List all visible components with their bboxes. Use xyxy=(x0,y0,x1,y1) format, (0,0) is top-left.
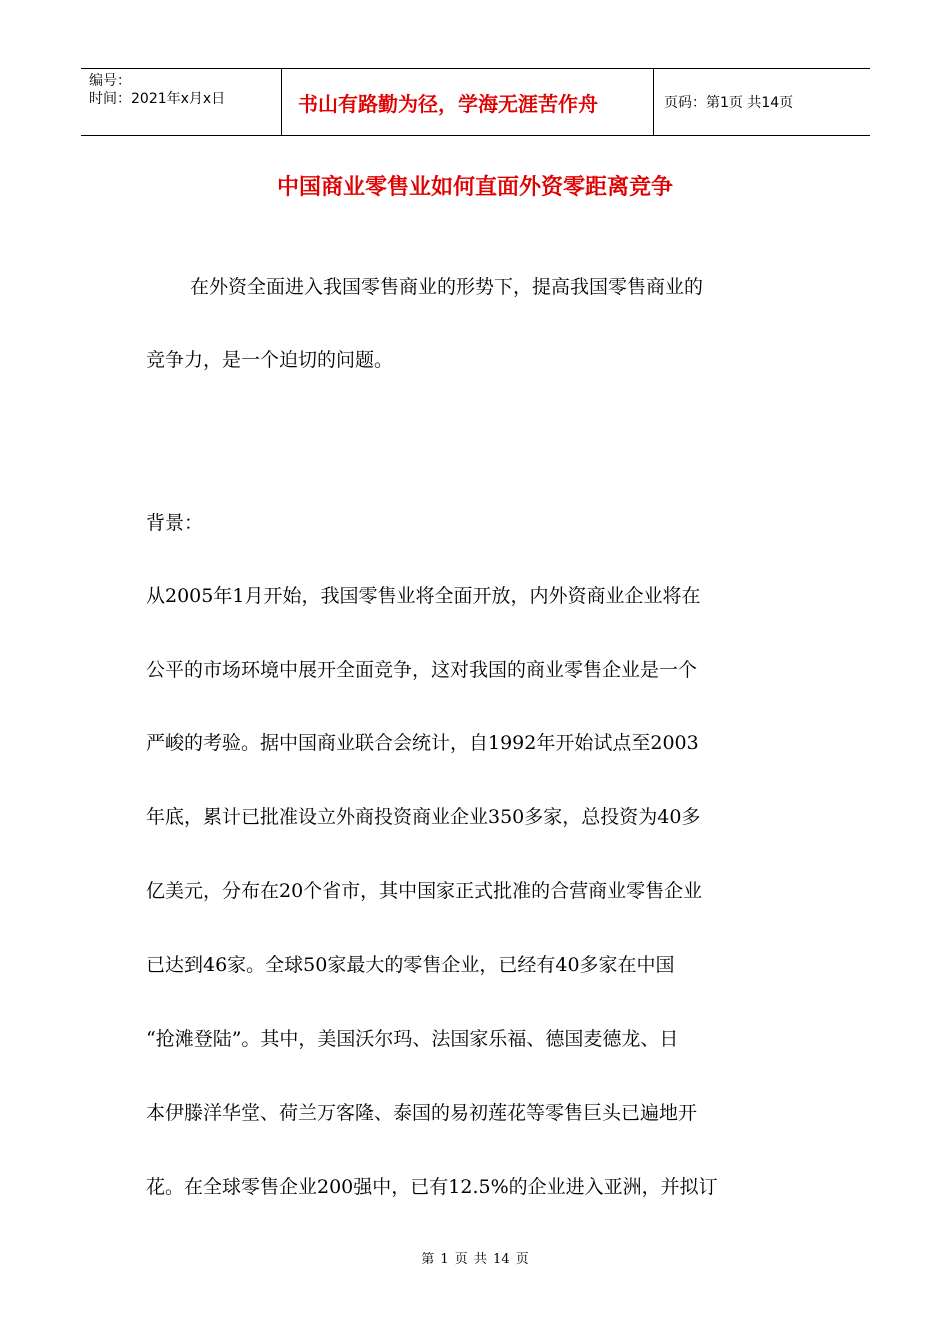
body-line: 花。在全球零售企业200强中，已有12.5%的企业进入亚洲，并拟订 xyxy=(146,1176,718,1198)
document-number-label: 编号： xyxy=(89,73,131,89)
header-page-cell xyxy=(654,69,870,135)
intro-line: 竞争力，是一个迫切的问题。 xyxy=(146,349,394,371)
header-motto: 书山有路勤为径，学海无涯苦作舟 xyxy=(298,91,598,116)
body-line: 年底，累计已批准设立外商投资商业企业350多家，总投资为40多 xyxy=(146,806,701,828)
body-line: 严峻的考验。据中国商业联合会统计，自1992年开始试点至2003 xyxy=(146,732,699,754)
header-motto-cell xyxy=(282,69,654,135)
document-header xyxy=(81,68,870,136)
body-line: 已达到46家。全球50家最大的零售企业，已经有40多家在中国 xyxy=(146,954,675,976)
intro-line: 在外资全面进入我国零售商业的形势下，提高我国零售商业的 xyxy=(190,276,704,298)
document-title: 中国商业零售业如何直面外资零距离竞争 xyxy=(276,175,673,200)
page-footer: 第 1 页 共 14 页 xyxy=(421,1252,529,1267)
body-line: 亿美元，分布在20个省市，其中国家正式批准的合营商业零售企业 xyxy=(146,880,703,902)
background-heading: 背景： xyxy=(146,512,204,534)
header-meta-cell xyxy=(81,69,282,135)
body-line: “抢滩登陆”。其中，美国沃尔玛、法国家乐福、德国麦德龙、日 xyxy=(146,1028,679,1050)
body-line: 本伊滕洋华堂、荷兰万客隆、泰国的易初莲花等零售巨头已遍地开 xyxy=(146,1102,698,1124)
body-line: 从2005年1月开始，我国零售业将全面开放，内外资商业企业将在 xyxy=(146,585,701,607)
body-line: 公平的市场环境中展开全面竞争，这对我国的商业零售企业是一个 xyxy=(146,659,698,681)
header-page-info: 页码：第1页 共14页 xyxy=(664,95,794,111)
document-time-label: 时间：2021年x月x日 xyxy=(89,91,226,107)
